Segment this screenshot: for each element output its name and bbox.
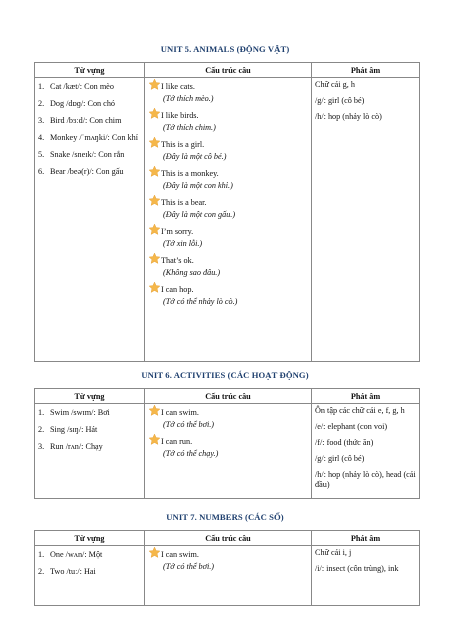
unit-6-title: UNIT 6. ACTIVITIES (CÁC HOẠT ĐỘNG): [141, 370, 309, 380]
sentence: I’m sorry. (Tớ xin lỗi.): [148, 225, 311, 250]
phonics-cell: [312, 404, 420, 499]
vocab-item: 1. Cat /kæt/: Con mèo: [38, 82, 114, 91]
star-icon: [148, 136, 161, 149]
phonics-line: /g/: girl (cô bé): [315, 96, 365, 105]
vocab-cell: [35, 404, 145, 499]
vocab-item: 4. Monkey /ˈmʌŋki/: Con khỉ: [38, 133, 138, 142]
sentence: That’s ok. (Không sao đâu.): [148, 254, 311, 279]
vocab-item: 1. One /wʌn/: Một: [38, 550, 103, 559]
star-icon: [148, 433, 161, 446]
unit-7-table: [34, 530, 420, 606]
vocab-item: 2. Sing /sɪŋ/: Hát: [38, 425, 98, 434]
sentence: This is a girl. (Đây là một cô bé.): [148, 138, 311, 163]
phonics-line: Ôn tập các chữ cái e, f, g, h: [315, 406, 405, 415]
structure-cell: [145, 546, 312, 606]
phonics-line: Chữ cái g, h: [315, 80, 355, 89]
unit-5-table: [34, 62, 420, 362]
sentence: I like birds. (Tớ thích chim.): [148, 109, 311, 134]
star-icon: [148, 546, 161, 559]
header-phonics: Phát âm: [312, 63, 420, 78]
vocab-item: 3. Run /rʌn/: Chạy: [38, 442, 103, 451]
phonics-line: /f/: food (thức ăn): [315, 438, 374, 447]
sentence: I can hop. (Tớ có thể nhảy lò cò.): [148, 283, 311, 308]
header-vocab: Từ vựng: [35, 389, 145, 404]
header-phonics: Phát âm: [312, 531, 420, 546]
header-structure: Cấu trúc câu: [145, 63, 312, 78]
sentence: I can run. (Tớ có thể chạy.): [148, 435, 311, 460]
star-icon: [148, 107, 161, 120]
vocab-item: 3. Bird /bɜːd/: Con chim: [38, 116, 122, 125]
structure-cell: [145, 404, 312, 499]
phonics-line: /h/: hop (nhảy lò cò): [315, 112, 382, 121]
unit-6-table: [34, 388, 420, 499]
phonics-line: /g/: girl (cô bé): [315, 454, 365, 463]
sentence: I can swim. (Tớ có thể bơi.): [148, 548, 311, 573]
star-icon: [148, 78, 161, 91]
sentence: This is a bear. (Đây là một con gấu.): [148, 196, 311, 221]
vocab-cell: [35, 78, 145, 362]
header-structure: Cấu trúc câu: [145, 389, 312, 404]
phonics-cell: [312, 78, 420, 362]
header-phonics: Phát âm: [312, 389, 420, 404]
star-icon: [148, 165, 161, 178]
sentence: This is a monkey. (Đây là một con khỉ.): [148, 167, 311, 192]
unit-5-title: UNIT 5. ANIMALS (ĐỘNG VẬT): [160, 44, 290, 54]
sentence: I can swim. (Tớ có thể bơi.): [148, 406, 311, 431]
star-icon: [148, 194, 161, 207]
star-icon: [148, 252, 161, 265]
structure-cell: [145, 78, 312, 362]
header-vocab: Từ vựng: [35, 63, 145, 78]
phonics-line: Chữ cái i, j: [315, 548, 352, 557]
vocab-item: 1. Swim /swɪm/: Bơi: [38, 408, 110, 417]
phonics-line: /i/: insect (côn trùng), ink: [315, 564, 399, 573]
vocab-item: 6. Bear /beə(r)/: Con gấu: [38, 167, 124, 176]
star-icon: [148, 223, 161, 236]
star-icon: [148, 404, 161, 417]
phonics-cell: [312, 546, 420, 606]
sentence: I like cats. (Tớ thích mèo.): [148, 80, 311, 105]
unit-7-title: UNIT 7. NUMBERS (CÁC SỐ): [166, 512, 284, 522]
vocab-item: 2. Dog /dɒɡ/: Con chó: [38, 99, 116, 108]
star-icon: [148, 281, 161, 294]
phonics-line: /e/: elephant (con voi): [315, 422, 388, 431]
phonics-line: /h/: hop (nhảy lò cò), head (cái đầu): [315, 470, 416, 489]
header-structure: Cấu trúc câu: [145, 531, 312, 546]
header-vocab: Từ vựng: [35, 531, 145, 546]
vocab-cell: [35, 546, 145, 606]
vocab-item: 5. Snake /sneɪk/: Con rắn: [38, 150, 125, 159]
vocab-item: 2. Two /tuː/: Hai: [38, 567, 96, 576]
